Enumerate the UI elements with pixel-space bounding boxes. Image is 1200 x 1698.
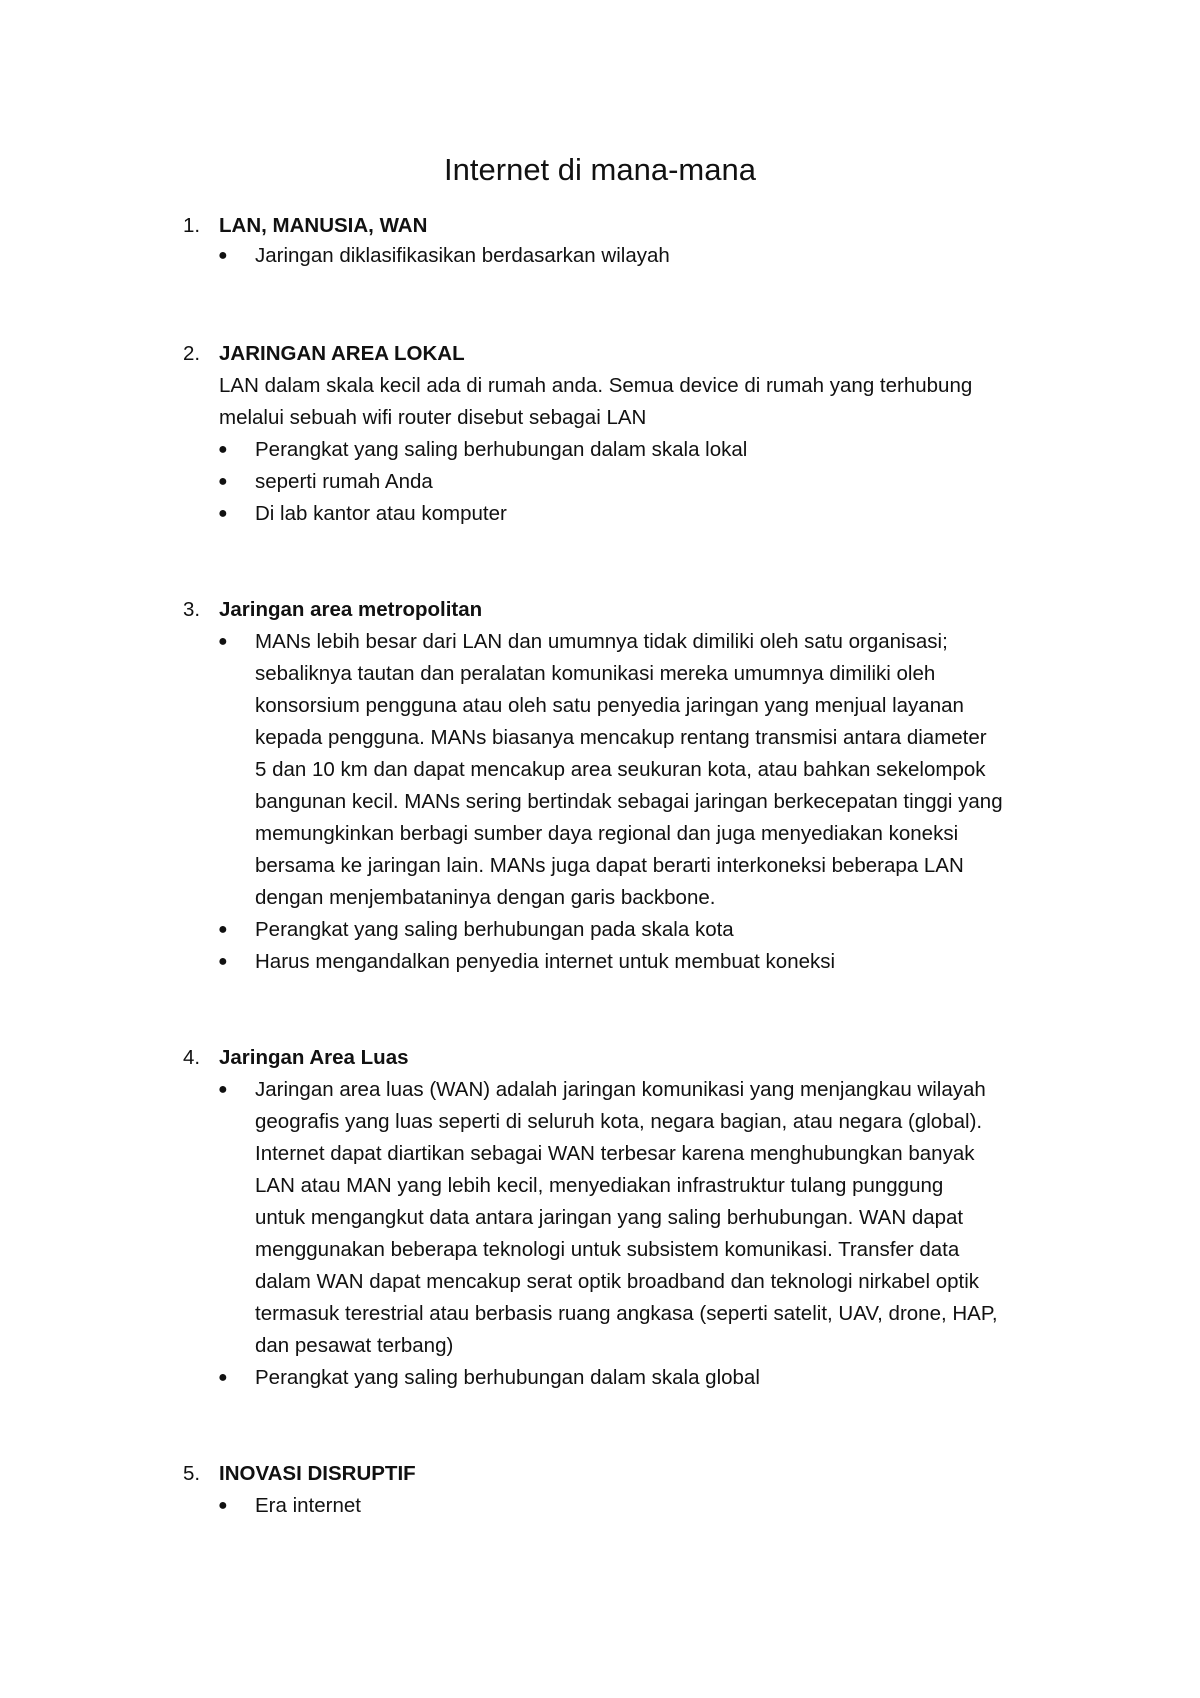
section-3-bullet-2: Perangkat yang saling berhubungan pada skala kota bbox=[255, 918, 734, 941]
section-4-bullet-1-line-6: menggunakan beberapa teknologi untuk subsistem komunikasi. Transfer data bbox=[255, 1238, 960, 1261]
section-4-bullet-1-line-9: dan pesawat terbang) bbox=[255, 1334, 454, 1357]
section-3-bullet-1-line-4: kepada pengguna. MANs biasanya mencakup rentang transmisi antara diameter bbox=[255, 726, 987, 749]
section-2-number: 2. bbox=[183, 342, 201, 365]
section-4-heading: Jaringan Area Luas bbox=[219, 1046, 409, 1069]
bullet-icon: ● bbox=[218, 633, 228, 650]
section-5-number: 5. bbox=[183, 1462, 201, 1485]
section-3-bullet-1-line-9: dengan menjembataninya dengan garis backbone. bbox=[255, 886, 716, 909]
section-1-heading: LAN, MANUSIA, WAN bbox=[219, 214, 428, 237]
section-2-bullet-2: seperti rumah Anda bbox=[255, 470, 433, 493]
bullet-icon: ● bbox=[218, 247, 228, 264]
section-3-bullet-1-line-8: bersama ke jaringan lain. MANs juga dapat berarti interkoneksi beberapa LAN bbox=[255, 854, 964, 877]
section-4-bullet-1-line-7: dalam WAN dapat mencakup serat optik broadband dan teknologi nirkabel optik bbox=[255, 1270, 980, 1293]
bullet-icon: ● bbox=[218, 1081, 228, 1098]
bullet-icon: ● bbox=[218, 953, 228, 970]
section-3-bullet-1-line-1: MANs lebih besar dari LAN dan umumnya tidak dimiliki oleh satu organisasi; bbox=[255, 630, 948, 653]
section-4-bullet-1-line-8: termasuk terestrial atau berbasis ruang angkasa (seperti satelit, UAV, drone, HAP, bbox=[255, 1302, 998, 1325]
section-2-bullet-1: Perangkat yang saling berhubungan dalam skala lokal bbox=[255, 438, 748, 461]
bullet-icon: ● bbox=[218, 473, 228, 490]
section-3-bullet-1-line-7: memungkinkan berbagi sumber daya regional dan juga menyediakan koneksi bbox=[255, 822, 959, 845]
section-2-paragraph-line-1: LAN dalam skala kecil ada di rumah anda. Semua device di rumah yang terhubung bbox=[219, 374, 973, 397]
section-3-bullet-1-line-6: bangunan kecil. MANs sering bertindak sebagai jaringan berkecepatan tinggi yang bbox=[255, 790, 1003, 813]
section-4-bullet-1-line-4: LAN atau MAN yang lebih kecil, menyediakan infrastruktur tulang punggung bbox=[255, 1174, 944, 1197]
section-1-bullet-1: Jaringan diklasifikasikan berdasarkan wilayah bbox=[255, 244, 670, 267]
section-4-bullet-1-line-3: Internet dapat diartikan sebagai WAN terbesar karena menghubungkan banyak bbox=[255, 1142, 975, 1165]
section-3-heading: Jaringan area metropolitan bbox=[219, 598, 483, 621]
section-3-bullet-3: Harus mengandalkan penyedia internet untuk membuat koneksi bbox=[255, 950, 836, 973]
bullet-icon: ● bbox=[218, 1369, 228, 1386]
section-2-bullet-3: Di lab kantor atau komputer bbox=[255, 502, 507, 525]
section-2-paragraph-line-2: melalui sebuah wifi router disebut sebagai LAN bbox=[219, 406, 647, 429]
bullet-icon: ● bbox=[218, 441, 228, 458]
section-5-heading: INOVASI DISRUPTIF bbox=[219, 1462, 416, 1485]
section-4-bullet-1-line-1: Jaringan area luas (WAN) adalah jaringan komunikasi yang menjangkau wilayah bbox=[255, 1078, 986, 1101]
section-4-bullet-2: Perangkat yang saling berhubungan dalam skala global bbox=[255, 1366, 760, 1389]
section-3-bullet-1-line-2: sebaliknya tautan dan peralatan komunikasi mereka umumnya dimiliki oleh bbox=[255, 662, 936, 685]
section-1-number: 1. bbox=[183, 214, 201, 237]
section-3-bullet-1-line-3: konsorsium pengguna atau oleh satu penyedia jaringan yang menjual layanan bbox=[255, 694, 964, 717]
document-title: Internet di mana-mana bbox=[444, 152, 756, 187]
section-4-number: 4. bbox=[183, 1046, 201, 1069]
section-2-heading: JARINGAN AREA LOKAL bbox=[219, 342, 465, 365]
section-3-number: 3. bbox=[183, 598, 201, 621]
section-4-bullet-1-line-2: geografis yang luas seperti di seluruh kota, negara bagian, atau negara (global). bbox=[255, 1110, 983, 1133]
section-3-bullet-1-line-5: 5 dan 10 km dan dapat mencakup area seukuran kota, atau bahkan sekelompok bbox=[255, 758, 986, 781]
bullet-icon: ● bbox=[218, 505, 228, 522]
section-5-bullet-1: Era internet bbox=[255, 1494, 361, 1517]
bullet-icon: ● bbox=[218, 1497, 228, 1514]
bullet-icon: ● bbox=[218, 921, 228, 938]
section-4-bullet-1-line-5: untuk mengangkut data antara jaringan yang saling berhubungan. WAN dapat bbox=[255, 1206, 964, 1229]
